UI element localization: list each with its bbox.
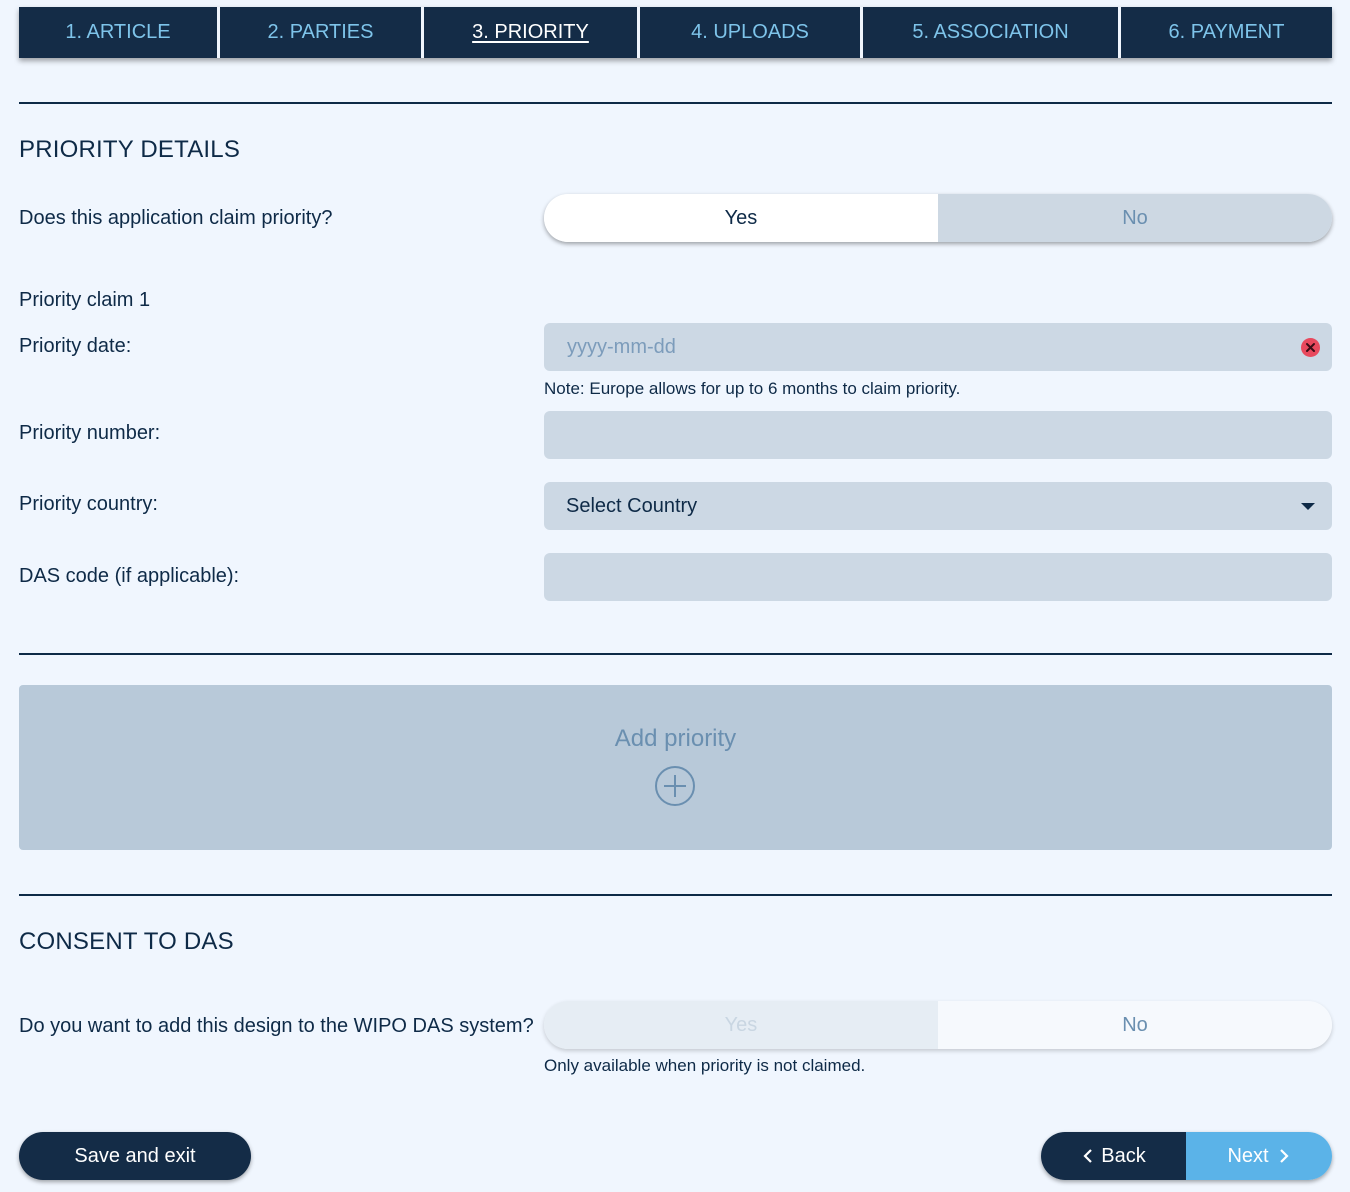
tab-association[interactable]: 5. ASSOCIATION xyxy=(863,7,1121,58)
back-label: Back xyxy=(1101,1144,1146,1167)
priority-country-value: Select Country xyxy=(566,494,698,517)
tab-uploads[interactable]: 4. UPLOADS xyxy=(640,7,863,58)
priority-date-label: Priority date: xyxy=(19,335,132,357)
das-code-label: DAS code (if applicable): xyxy=(19,565,240,587)
chevron-right-icon xyxy=(1277,1148,1291,1164)
caret-down-icon xyxy=(1301,503,1315,510)
tab-priority[interactable]: 3. PRIORITY xyxy=(424,7,640,58)
priority-claim-heading: Priority claim 1 xyxy=(19,289,151,311)
consent-section-title: CONSENT TO DAS xyxy=(19,928,234,955)
save-and-exit-button[interactable]: Save and exit xyxy=(19,1132,251,1180)
divider xyxy=(19,894,1332,896)
priority-section-title: PRIORITY DETAILS xyxy=(19,136,241,163)
das-consent-toggle xyxy=(544,1001,1332,1049)
das-consent-no-option[interactable]: No xyxy=(938,1001,1332,1049)
priority-date-input[interactable] xyxy=(544,323,1332,371)
next-button[interactable] xyxy=(1186,1132,1332,1180)
navigation-buttons xyxy=(1041,1132,1332,1180)
tab-article[interactable]: 1. ARTICLE xyxy=(19,7,220,58)
das-consent-yes-option: Yes xyxy=(544,1001,938,1049)
plus-circle-icon xyxy=(655,766,695,806)
das-code-field xyxy=(544,553,1332,601)
das-consent-question: Do you want to add this design to the WIPO DAS system? xyxy=(19,1015,534,1037)
priority-number-field xyxy=(544,411,1332,459)
claim-priority-yes-option[interactable]: Yes xyxy=(544,194,938,242)
chevron-left-icon xyxy=(1081,1148,1095,1164)
claim-priority-toggle xyxy=(544,194,1332,242)
back-button[interactable] xyxy=(1041,1132,1186,1180)
step-tabs xyxy=(19,7,1332,58)
tab-payment[interactable]: 6. PAYMENT xyxy=(1121,7,1332,58)
tab-parties[interactable]: 2. PARTIES xyxy=(220,7,424,58)
priority-number-label: Priority number: xyxy=(19,422,161,444)
claim-priority-no-option[interactable]: No xyxy=(938,194,1332,242)
das-code-input[interactable] xyxy=(544,553,1332,601)
claim-priority-question: Does this application claim priority? xyxy=(19,207,333,229)
priority-date-note: Note: Europe allows for up to 6 months to claim priority. xyxy=(544,379,961,398)
add-priority-button[interactable] xyxy=(19,685,1332,850)
priority-country-label: Priority country: xyxy=(19,493,158,515)
priority-date-field xyxy=(544,323,1332,371)
priority-country-select[interactable] xyxy=(544,482,1332,530)
clear-date-icon[interactable] xyxy=(1301,338,1320,357)
das-consent-note: Only available when priority is not claimed. xyxy=(544,1056,866,1075)
priority-number-input[interactable] xyxy=(544,411,1332,459)
divider xyxy=(19,102,1332,104)
next-label: Next xyxy=(1227,1144,1269,1167)
add-priority-label: Add priority xyxy=(614,725,737,752)
divider xyxy=(19,653,1332,655)
